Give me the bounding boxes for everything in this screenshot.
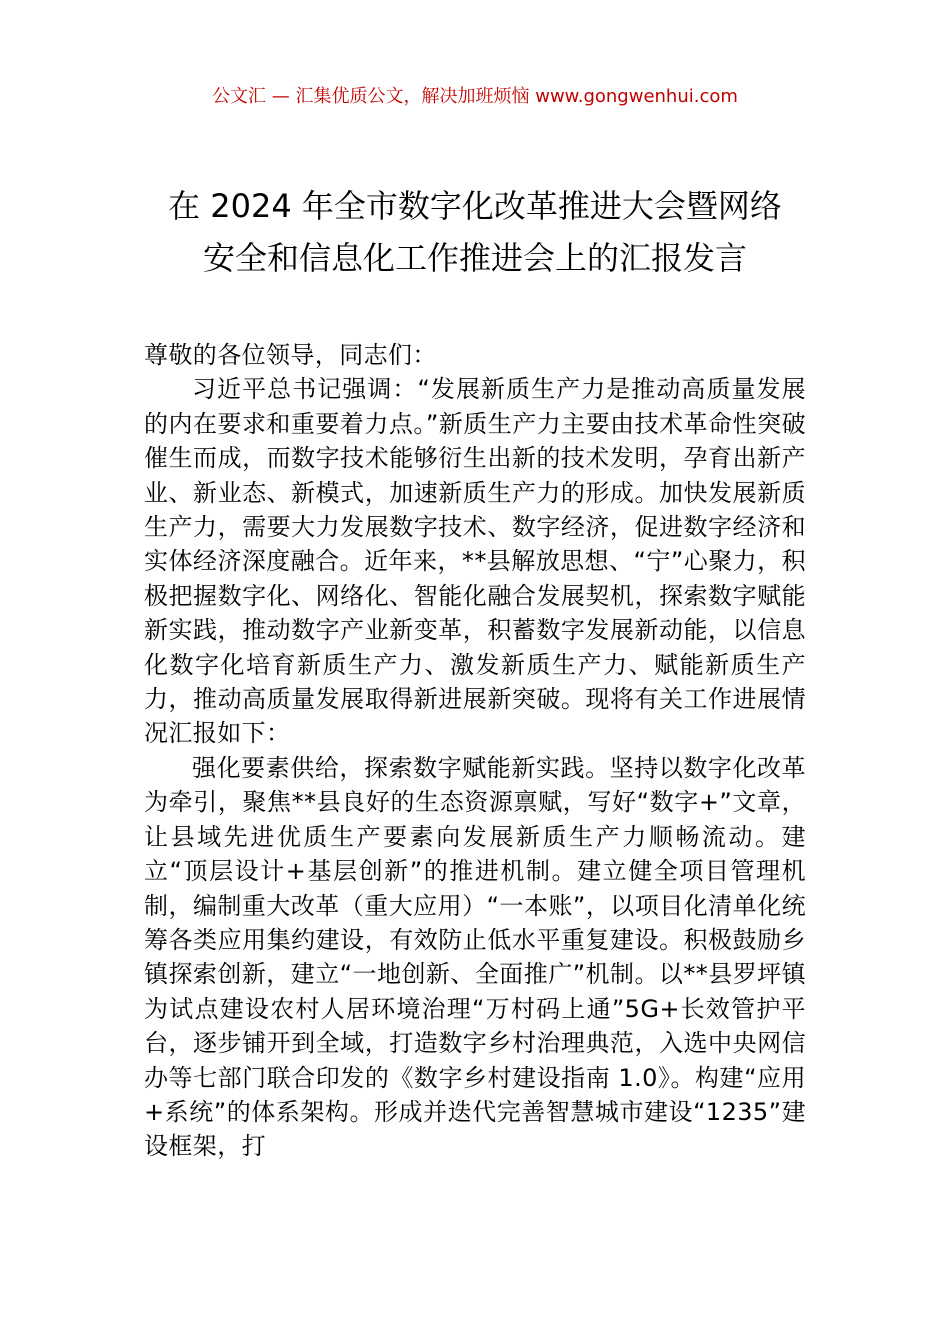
salutation: 尊敬的各位领导，同志们： — [144, 341, 437, 369]
title-line-2: 安全和信息化工作推进会上的汇报发言 — [202, 239, 747, 277]
document-body — [144, 338, 806, 1164]
paragraph-section-1: 强化要素供给，探索数字赋能新实践。坚持以数字化改革为牵引，聚焦**县良好的生态资源禀赋，写好“数字+”文章，让县域先进优质生产要素向发展新质生产力顺畅流动。建立“顶层设计+基层创新”的推进机制。建立健全项目管理机制，编制重大改革（重大应用）“一本账”，以项目化清单化统筹各类应用集约建设，有效防止低水平重复建设。积极鼓励乡镇探索创新，建立“一地创新、全面推广”机制。以**县罗坪镇为试点建设农村人居环境治理“万村码上通”5G+长效管护平台，逐步铺开到全域，打造数字乡村治理典范，入选中央网信办等七部门联合印发的《数字乡村建设指南 1.0》。构建“应用+系统”的体系架构。形成并迭代完善智慧城市建设“1235”建设框架，打 — [144, 753, 806, 1161]
paragraph-intro: 习近平总书记强调：“发展新质生产力是推动高质量发展的内在要求和重要着力点。”新质生产力主要由技术革命性突破催生而成，而数字技术能够衍生出新的技术发明，孕育出新产业、新业态、新模式，加速新质生产力的形成。加快发展新质生产力，需要大力发展数字技术、数字经济，促进数字经济和实体经济深度融合。近年来，**县解放思想、“宁”心聚力，积极把握数字化、网络化、智能化融合发展契机，探索数字赋能新实践，推动数字产业新变革，积蓄数字发展新动能，以信息化数字化培育新质生产力、激发新质生产力、赋能新质生产力，推动高质量发展取得新进展新突破。现将有关工作进展情况汇报如下： — [144, 375, 806, 748]
title-line-1: 在 2024 年全市数字化改革推进大会暨网络 — [168, 187, 782, 225]
header-banner: 公文汇 — 汇集优质公文，解决加班烦恼 www.gongwenhui.com — [212, 86, 738, 107]
document-title — [100, 180, 850, 284]
